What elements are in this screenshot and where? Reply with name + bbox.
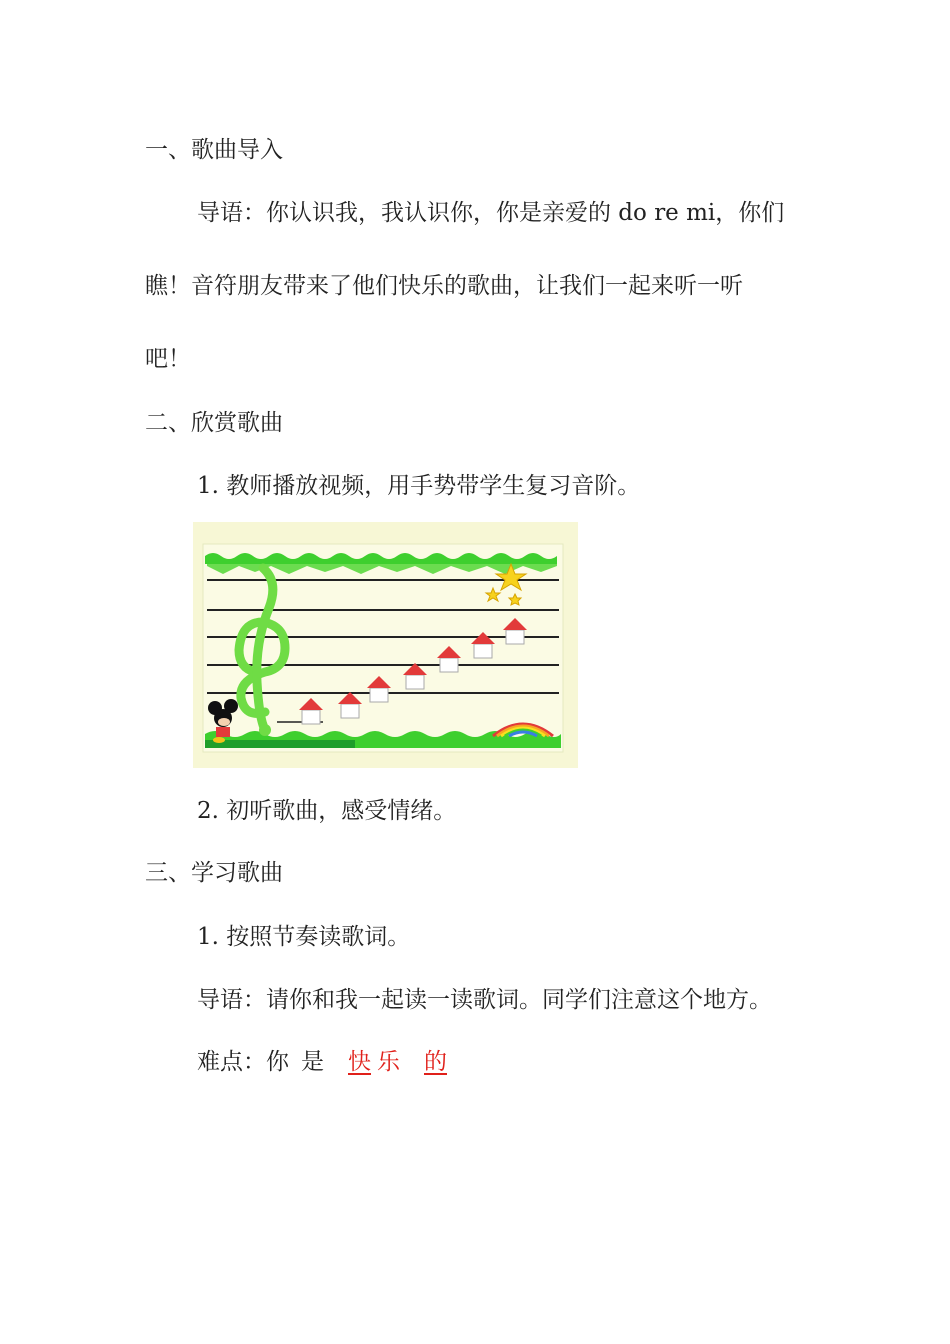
section-1-heading: 一、歌曲导入 — [145, 137, 283, 163]
section-2-heading: 二、欣赏歌曲 — [145, 410, 283, 436]
section-2-item-1: 1. 教师播放视频，用手势带学生复习音阶。 — [197, 473, 641, 499]
section-1-intro-line-1: 导语：你认识我，我认识你，你是亲爱的 do re mi，你们 — [197, 200, 785, 226]
difficulty-label: 难点： — [197, 1049, 266, 1075]
section-3-heading: 三、学习歌曲 — [145, 860, 283, 886]
lyric-word: 是 — [301, 1049, 324, 1075]
section-3-item-1: 1. 按照节奏读歌词。 — [197, 924, 411, 950]
section-3-intro: 导语：请你和我一起读一读歌词。同学们注意这个地方。 — [197, 987, 772, 1013]
section-2-item-2: 2. 初听歌曲，感受情绪。 — [197, 798, 457, 824]
highlight-word-le: 乐 — [377, 1049, 400, 1075]
lyric-word: 你 — [266, 1049, 289, 1075]
highlight-word-de: 的 — [424, 1049, 447, 1075]
section-1-intro-line-2: 瞧！音符朋友带来了他们快乐的歌曲，让我们一起来听一听 — [145, 273, 743, 299]
difficulty-line — [197, 1047, 447, 1077]
section-1-intro-line-3: 吧！ — [145, 346, 191, 372]
highlight-word-kuai: 快 — [348, 1049, 371, 1075]
scale-illustration — [193, 522, 578, 768]
